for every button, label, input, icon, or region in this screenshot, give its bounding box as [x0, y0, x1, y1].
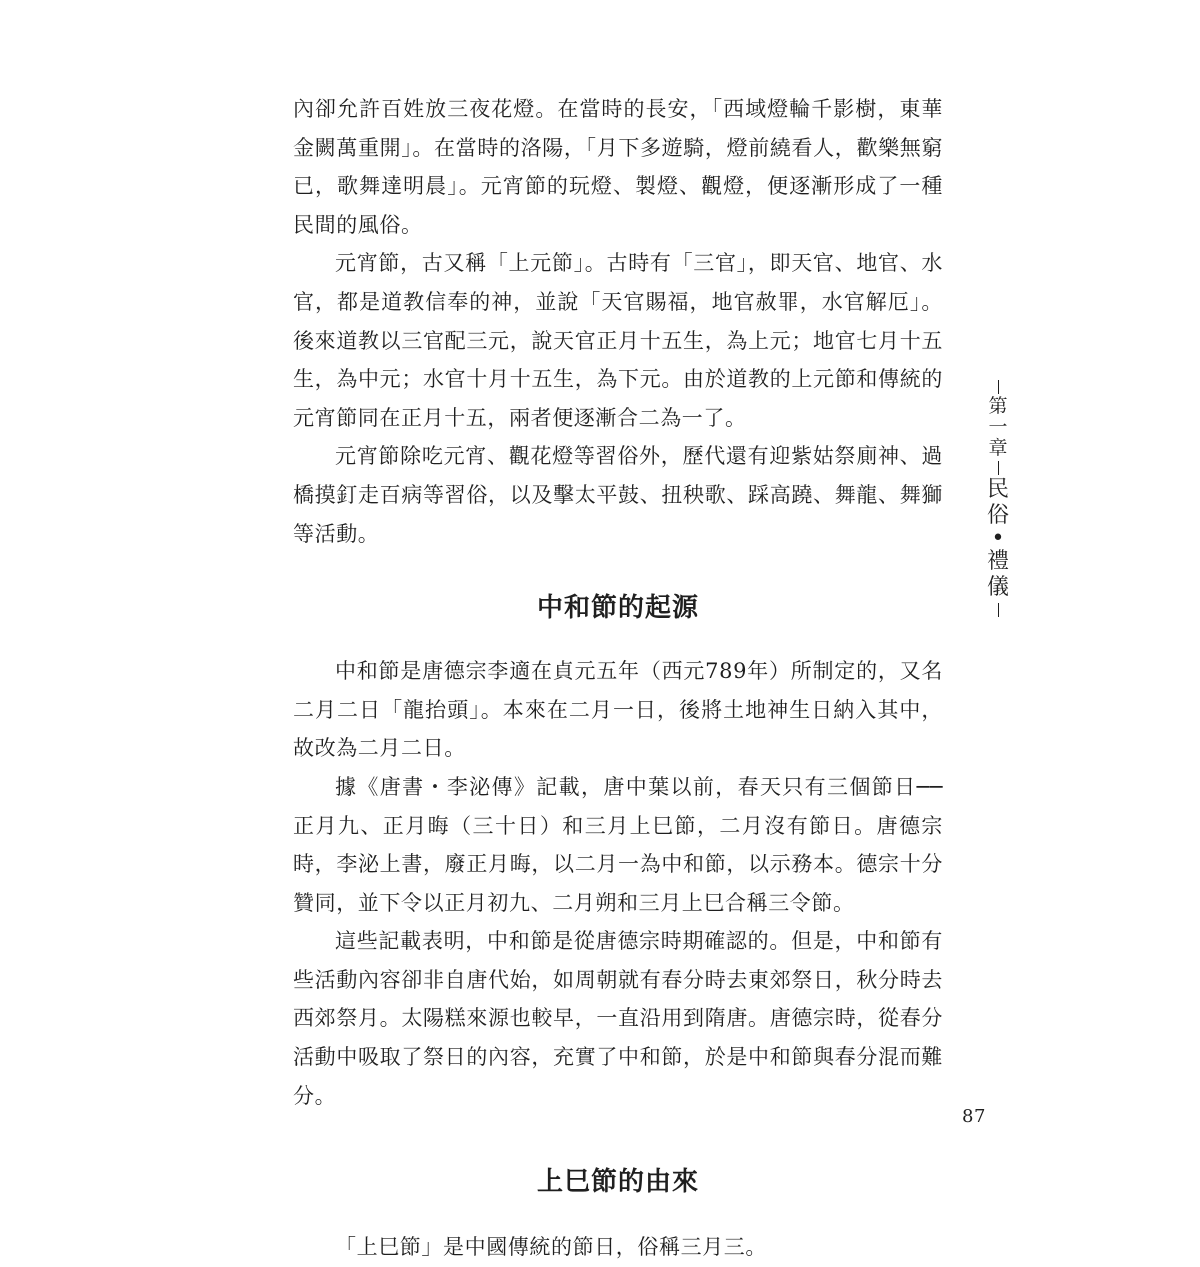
section-heading: 上巳節的由來	[536, 1167, 699, 1198]
chapter-side-label	[978, 378, 1018, 638]
separator-dot: •	[991, 526, 1005, 551]
chapter-char: 章	[988, 437, 1008, 459]
paragraph: 元宵節除吃元宵、觀花燈等習俗外，歷代還有迎紫姑祭廁神、過橋摸釘走百病等習俗，以及擊太平鼓、扭秧歌、踩高蹺、舞龍、舞獅等活動。	[293, 444, 943, 546]
chapter-topic-char: 禮	[986, 549, 1009, 574]
paragraph: 中和節是唐德宗李適在貞元五年（西元789年）所制定的，又名二月二日「龍抬頭」。本來在二月一日，後將土地神生日納入其中，故改為二月二日。	[293, 659, 943, 761]
chapter-topic-char: 儀	[986, 575, 1009, 600]
text-column	[293, 90, 943, 1267]
chapter-char: 一	[988, 416, 1008, 438]
chapter-topic-char: 民	[986, 477, 1009, 502]
section-heading: 中和節的起源	[536, 593, 699, 624]
chapter-char: 第	[988, 395, 1008, 417]
page-number: 87	[962, 1106, 986, 1127]
paragraph: 這些記載表明，中和節是從唐德宗時期確認的。但是，中和節有些活動內容卻非自唐代始，如周朝就有春分時去東郊祭日，秋分時去西郊祭月。太陽糕來源也較早，一直沿用到隋唐。唐德宗時，從春分活動中吸取了祭日的內容，充實了中和節，於是中和節與春分混而難分。	[293, 929, 943, 1108]
paragraph: 據《唐書・李泌傳》記載，唐中葉以前，春天只有三個節日──正月九、正月晦（三十日）和三月上巳節，二月沒有節日。唐德宗時，李泌上書，廢正月晦，以二月一為中和節，以示務本。德宗十分贊同，並下令以正月初九、二月朔和三月上巳合稱三令節。	[293, 774, 943, 915]
side-rule	[998, 461, 999, 475]
chapter-topic-char: 俗	[986, 503, 1009, 528]
paragraph: 「上巳節」是中國傳統的節日，俗稱三月三。	[335, 1235, 767, 1260]
side-rule	[998, 603, 999, 617]
paragraph-continued: 內卻允許百姓放三夜花燈。在當時的長安，「西域燈輪千影樹，東華金闕萬重開」。在當時的洛陽，「月下多遊騎，燈前繞看人，歡樂無窮已，歌舞達明晨」。元宵節的玩燈、製燈、觀燈，便逐漸形成了一種民間的風俗。	[293, 97, 943, 237]
paragraph: 元宵節，古又稱「上元節」。古時有「三官」，即天官、地官、水官，都是道教信奉的神，並說「天官賜福，地官赦罪，水官解厄」。後來道教以三官配三元，說天官正月十五生，為上元；地官七月十五生，為中元；水官十月十五生，為下元。由於道教的上元節和傳統的元宵節同在正月十五，兩者便逐漸合二為一了。	[293, 251, 943, 430]
side-rule	[998, 380, 999, 394]
